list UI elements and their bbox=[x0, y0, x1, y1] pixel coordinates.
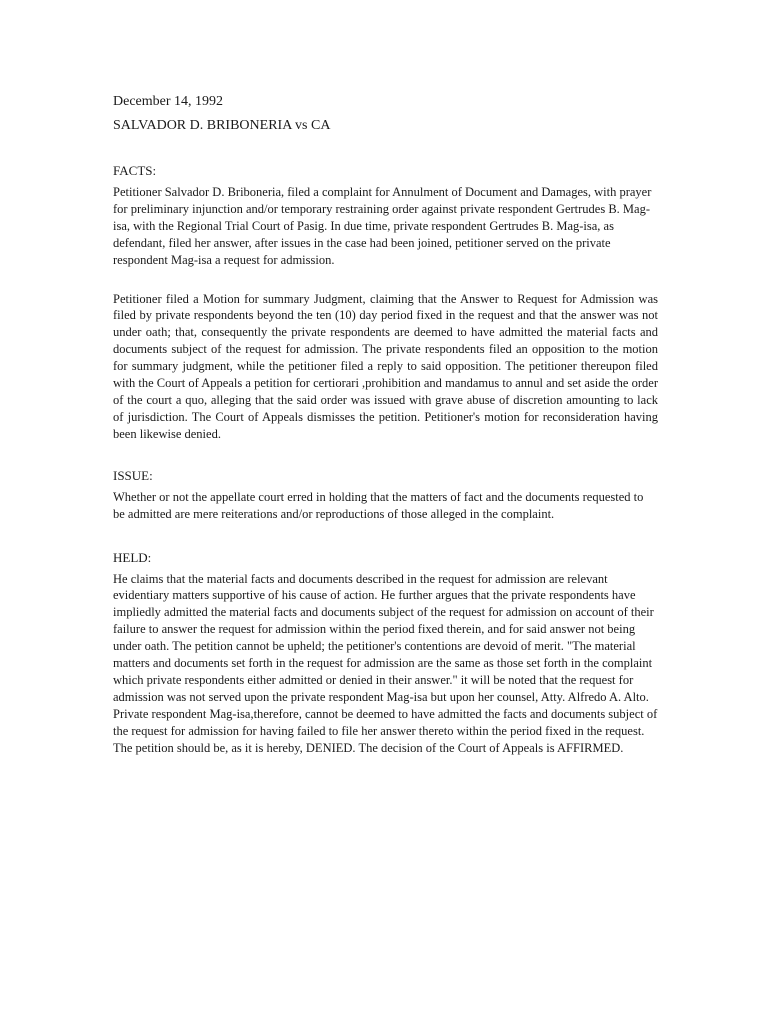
held-heading: HELD: bbox=[113, 549, 152, 565]
issue-paragraph: Whether or not the appellate court erred in holding that the matters of fact and the documents requested to be admitted are mere reiterations and/or reproductions of those alleged in the complaint. bbox=[113, 489, 644, 521]
facts-paragraph-1: Petitioner Salvador D. Briboneria, filed a complaint for Annulment of Document and Damages, with prayer for preliminary injunction and/or temporary restraining order against private respondent Gertrudes B. Mag-isa, with the Regional Trial Court of Pasig. In due time, private respondent Gertrudes B. Mag-isa, as defendant, filed her answer, after issues in the case had been joined, petitioner served on the private respondent Mag-isa a request for admission. bbox=[113, 185, 652, 267]
issue-heading: ISSUE: bbox=[113, 467, 153, 483]
held-paragraph: He claims that the material facts and documents described in the request for admission are relevant evidentiary matters supportive of his cause of action. He further argues that the private respondents have impliedly admitted the material facts and documents subject of the request for admission on account of their failure to answer the request for admission within the period fixed therein, and for said answer not being under oath. The petition cannot be upheld; the petitioner's contentions are devoid of merit. "The material matters and documents set forth in the request for admission are the same as those set forth in the complaint which private respondents either admitted or denied in their answer." it will be noted that the request for admission was not served upon the private respondent Mag-isa but upon her counsel, Atty. Alfredo A. Alto. Private respondent Mag-isa,therefore, cannot be deemed to have admitted the facts and documents subject of the request for admission for having failed to file her answer thereto within the period fixed in the request. The petition should be, as it is hereby, DENIED. The decision of the Court of Appeals is AFFIRMED. bbox=[113, 571, 658, 755]
document-page bbox=[113, 93, 658, 756]
facts-paragraph-2: Petitioner filed a Motion for summary Judgment, claiming that the Answer to Request for Admission was filed by private respondents beyond the ten (10) day period fixed in the request and that the answer was not under oath; that, consequently the private respondents are deemed to have admitted the material facts and documents subject of the request for admission. The private respondents filed an opposition to the motion for summary judgment, while the petitioner filed a reply to said opposition. The petitioner thereupon filed with the Court of Appeals a petition for certiorari ,prohibition and mandamus to annul and set aside the order of the court a quo, alleging that the said order was issued with grave abuse of discretion amounting to lack of jurisdiction. The Court of Appeals dismisses the petition. Petitioner's motion for reconsideration having been likewise denied. bbox=[113, 291, 658, 441]
document-date: December 14, 1992 bbox=[113, 94, 224, 109]
case-title: SALVADOR D. BRIBONERIA vs CA bbox=[113, 118, 331, 133]
facts-heading: FACTS: bbox=[113, 163, 157, 178]
